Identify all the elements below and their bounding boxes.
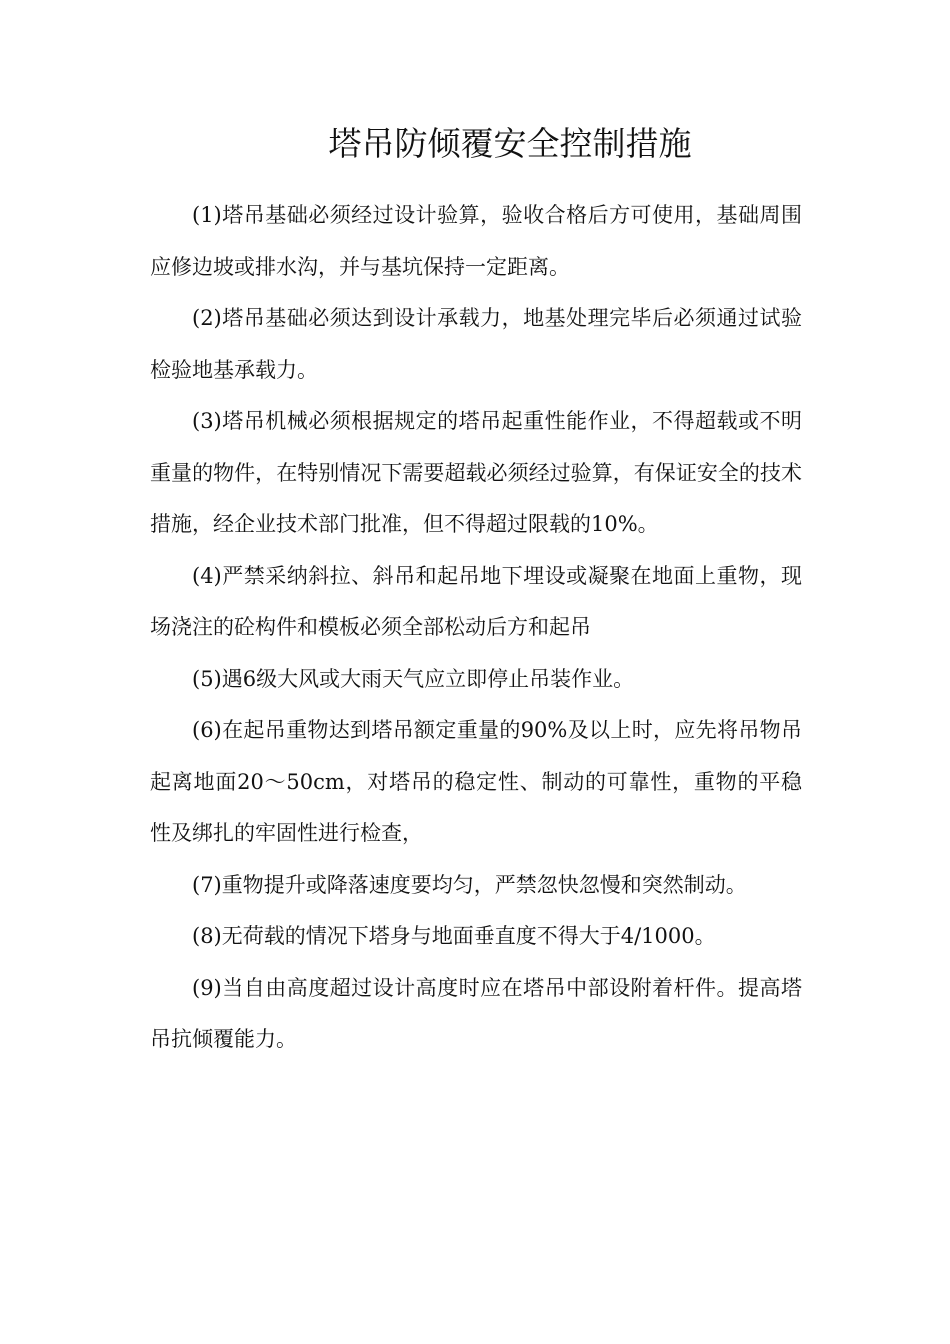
paragraph-5: (5)遇6级大风或大雨天气应立即停止吊装作业。: [192, 666, 635, 691]
paragraph-1: (1)塔吊基础必须经过设计验算，验收合格后方可使用，基础周围应修边坡或排水沟，并与基坑保持一定距离。: [150, 203, 802, 279]
paragraph-3: (3)塔吊机械必须根据规定的塔吊起重性能作业，不得超载或不明重量的物件，在特别情况下需要超载必须经过验算，有保证安全的技术措施，经企业技术部门批准，但不得超过限载的10%。: [150, 409, 802, 536]
document-body: [150, 190, 802, 1066]
paragraph-6: (6)在起吊重物达到塔吊额定重量的90%及以上时，应先将吊物吊起离地面20～50cm，对塔吊的稳定性、制动的可靠性，重物的平稳性及绑扎的牢固性进行检查，: [150, 718, 802, 845]
paragraph-2: (2)塔吊基础必须达到设计承载力，地基处理完毕后必须通过试验检验地基承载力。: [150, 306, 802, 382]
paragraph-8: (8)无荷载的情况下塔身与地面垂直度不得大于4/1000。: [192, 924, 716, 948]
paragraph-4: (4)严禁采纳斜拉、斜吊和起吊地下埋设或凝聚在地面上重物，现场浇注的砼构件和模板必须全部松动后方和起吊: [150, 563, 802, 639]
paragraph-9: (9)当自由高度超过设计高度时应在塔吊中部设附着杆件。提高塔吊抗倾覆能力。: [150, 975, 802, 1051]
document-title: 塔吊防倾覆安全控制措施: [328, 124, 692, 163]
paragraph-7: (7)重物提升或降落速度要均匀，严禁忽快忽慢和突然制动。: [192, 872, 747, 897]
